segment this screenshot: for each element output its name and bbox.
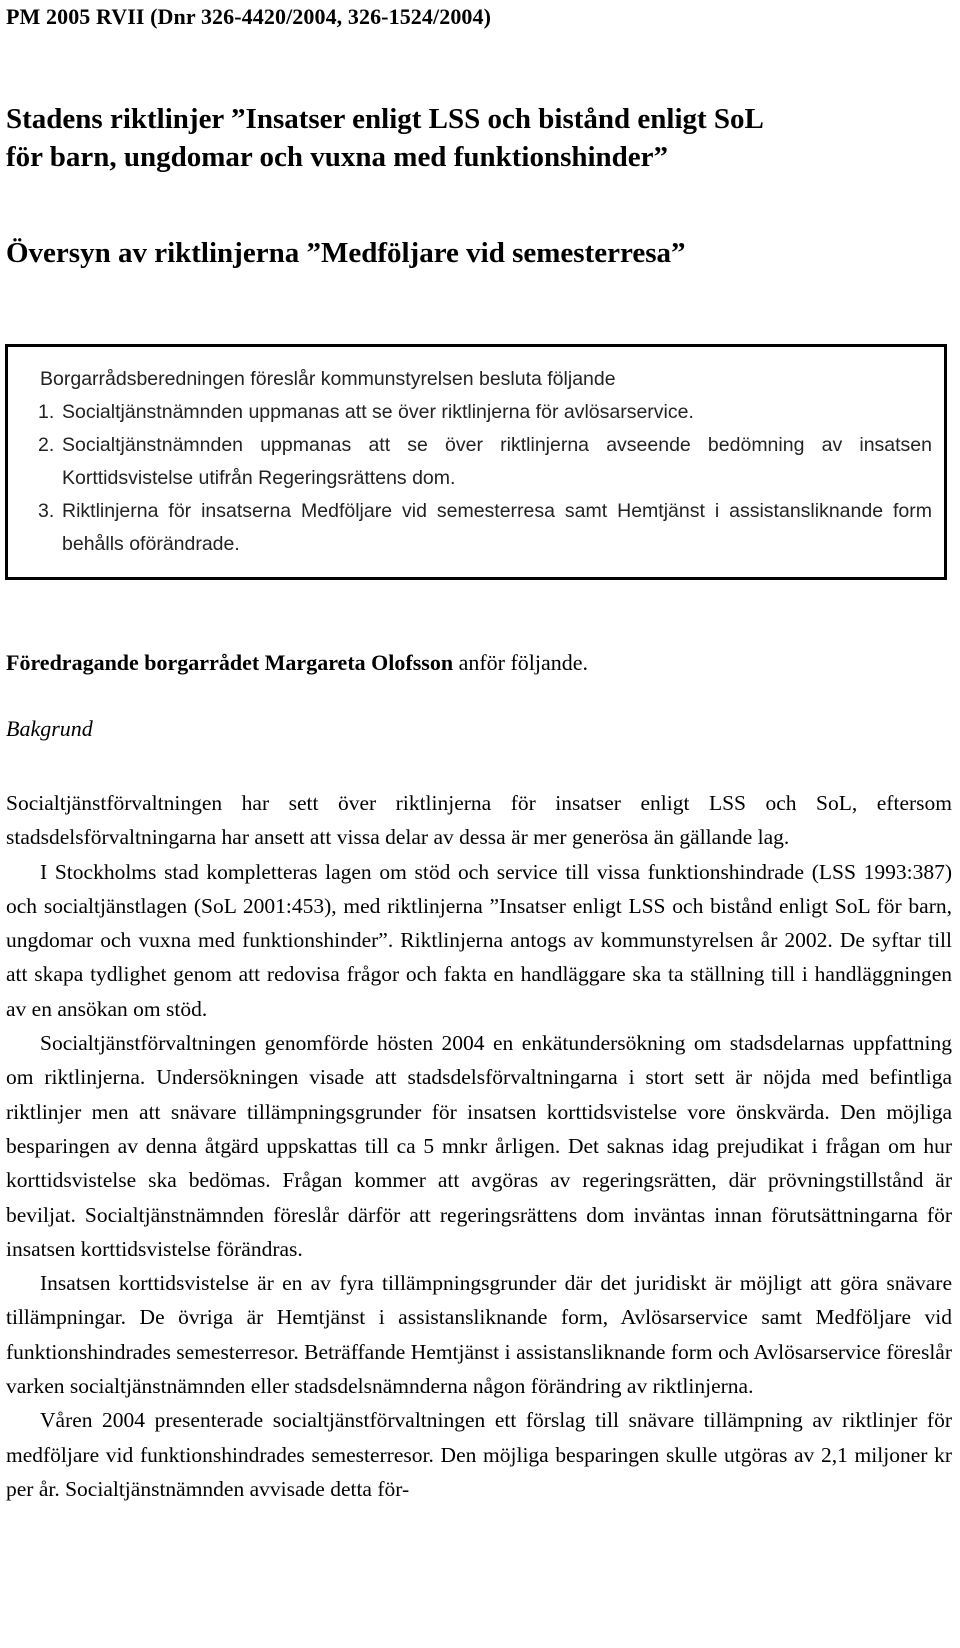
main-title-line-2: för barn, ungdomar och vuxna med funktionshinder” (6, 141, 669, 173)
presenter-name: Föredragande borgarrådet Margareta Olofsson (6, 650, 454, 675)
paragraph: Våren 2004 presenterade socialtjänstförvaltningen ett förslag till snävare tillämpning av riktlinjer för medföljare vid funktionshindrades semesterresor. Den möjliga besparingen skulle utgöras av 2,1 miljoner kr per år. Socialtjänstnämnden avvisade detta för- (6, 1408, 952, 1501)
proposal-item-number: 1. (38, 401, 55, 423)
document-reference: PM 2005 RVII (Dnr 326-4420/2004, 326-1524/2004) (6, 4, 492, 29)
proposal-item (38, 429, 932, 495)
paragraph: Socialtjänstförvaltningen genomförde hösten 2004 en enkätundersökning om stadsdelarnas uppfattning om riktlinjerna. Undersökningen visade att stadsdelsförvaltningarna i stort sett är nöjda med befintliga riktlinjer men att snävare tillämpningsgrunder för insatsen korttidsvistelse vore önskvärda. Den möjliga besparingen av denna åtgärd uppskattas till ca 5 mnkr årligen. Det saknas idag prejudikat i frågan om hur korttidsvistelse ska bedömas. Frågan kommer att avgöras av regeringsrätten, där prövningstillstånd är beviljat. Socialtjänstnämnden föreslår därför att regeringsrättens dom inväntas innan förutsättningarna för insatsen korttidsvistelse förändras. (6, 1031, 952, 1261)
main-title (6, 100, 946, 176)
proposal-item-text: Riktlinjerna för insatserna Medföljare vid semesterresa samt Hemtjänst i assistansliknande form behålls oförändrade. (62, 500, 932, 555)
section-heading: Bakgrund (6, 716, 93, 741)
paragraph: Insatsen korttidsvistelse är en av fyra tillämpningsgrunder där det juridiskt är möjligt att göra snävare tillämpningar. De övriga är Hemtjänst i assistansliknande form, Avlösarservice samt Medföljare vid funktionshindrades semesterresor. Beträffande Hemtjänst i assistansliknande form och Avlösarservice föreslår varken socialtjänstnämnden eller stadsdelsnämnderna någon förändring av riktlinjerna. (6, 1271, 952, 1399)
proposal-box (5, 344, 947, 580)
proposal-intro: Borgarrådsberedningen föreslår kommunstyrelsen besluta följande (40, 368, 616, 390)
presenter-rest: anför följande. (453, 650, 589, 675)
paragraph: Socialtjänstförvaltningen har sett över riktlinjerna för insatser enligt LSS och SoL, eftersom stadsdelsförvaltningarna har ansett att vissa delar av dessa är mer generösa än gällande lag. (6, 791, 952, 850)
proposal-item-text: Socialtjänstnämnden uppmanas att se över riktlinjerna för avlösarservice. (62, 401, 694, 423)
proposal-item-text: Socialtjänstnämnden uppmanas att se över riktlinjerna avseende bedömning av insatsen Korttidsvistelse utifrån Regeringsrättens dom. (62, 434, 932, 489)
proposal-item (38, 495, 932, 561)
presenter-line (6, 650, 588, 676)
main-title-line-1: Stadens riktlinjer ”Insatser enligt LSS och bistånd enligt SoL (6, 103, 764, 135)
proposal-item-number: 3. (38, 500, 55, 522)
proposal-item-number: 2. (38, 434, 55, 456)
subtitle: Översyn av riktlinjerna ”Medföljare vid semesterresa” (6, 237, 686, 269)
body-text (6, 786, 952, 1506)
paragraph: I Stockholms stad kompletteras lagen om stöd och service till vissa funktionshindrade (LSS 1993:387) och socialtjänstlagen (SoL 2001:453), med riktlinjerna ”Insatser enligt LSS och bistånd enligt SoL för barn, ungdomar och vuxna med funktionshinder”. Riktlinjerna antogs av kommunstyrelsen år 2002. De syftar till att skapa tydlighet genom att redovisa frågor och fakta en handläggare ska ta ställning till i handläggningen av en ansökan om stöd. (6, 859, 952, 1021)
proposal-item (38, 396, 932, 429)
